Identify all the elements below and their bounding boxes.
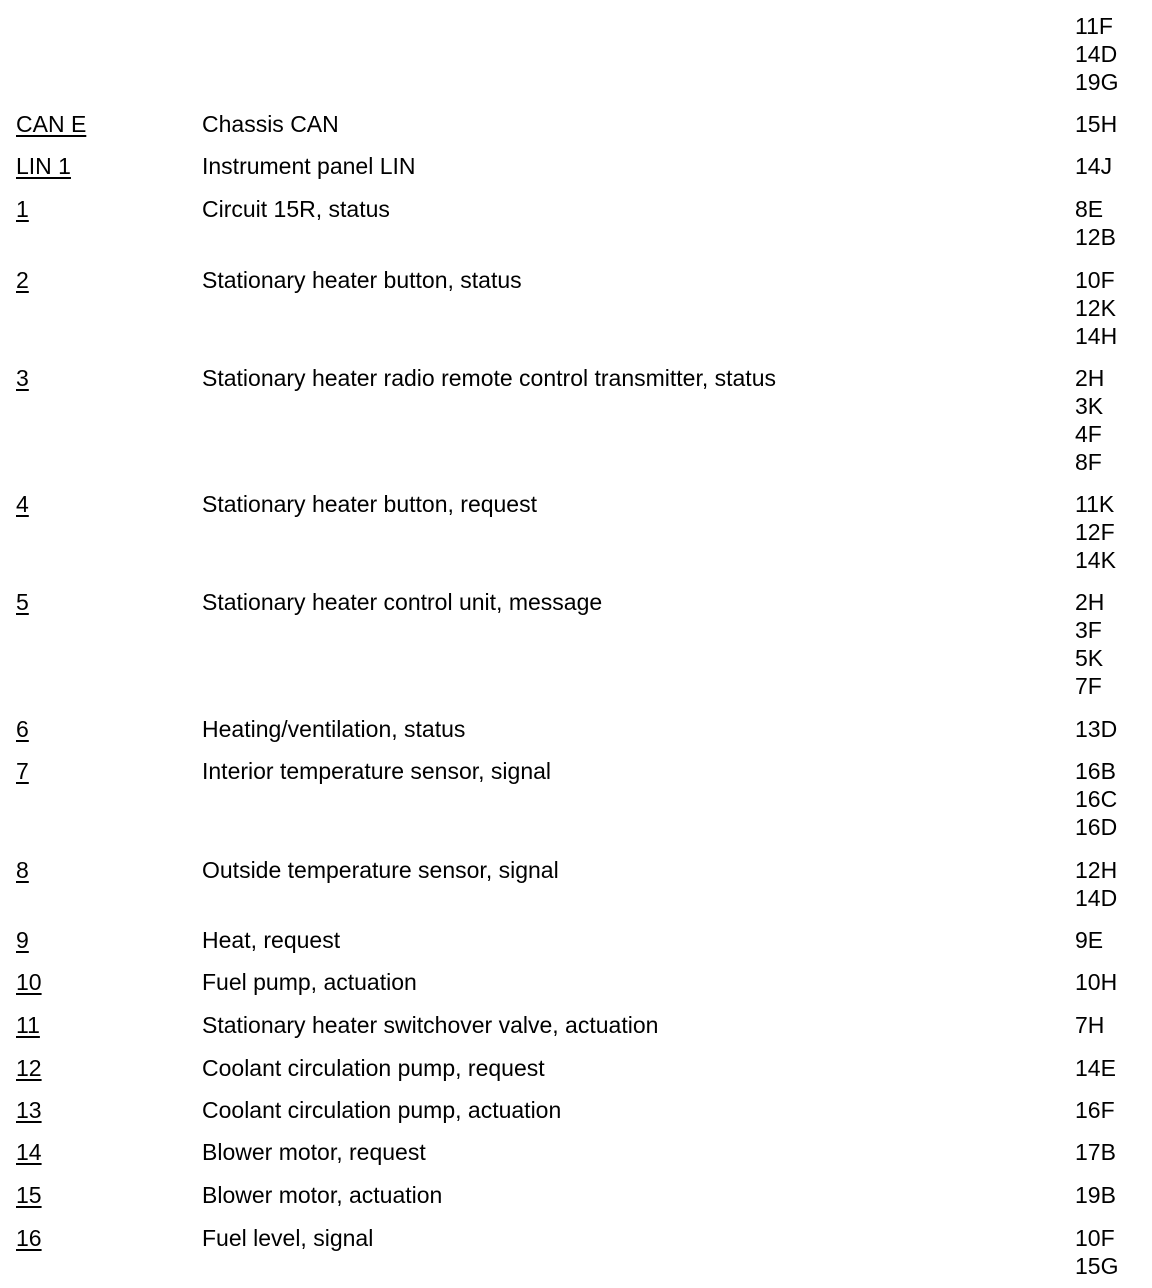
grid-reference: 16F [1075,1097,1115,1123]
grid-reference: 2H [1075,365,1105,391]
grid-reference-list [1075,1138,1116,1166]
signal-description: Heating/ventilation, status [202,716,466,742]
grid-reference: 3F [1075,617,1102,643]
grid-reference-list [1075,715,1117,743]
signal-description: Stationary heater switchover valve, actuation [202,1012,659,1038]
grid-reference: 11K [1075,491,1115,517]
grid-reference-list [1075,195,1116,251]
grid-reference: 12B [1075,224,1116,250]
grid-reference: 4F [1075,421,1102,447]
signal-code-link[interactable]: CAN E [16,111,87,137]
signal-description: Chassis CAN [202,111,339,137]
signal-description: Blower motor, request [202,1139,426,1165]
signal-code-link[interactable]: 9 [16,927,29,953]
grid-reference-list [1075,757,1117,841]
signal-description: Instrument panel LIN [202,153,416,179]
grid-reference-list [1075,1224,1118,1280]
signal-description: Coolant circulation pump, actuation [202,1097,562,1123]
signal-description: Stationary heater control unit, message [202,589,603,615]
signal-code-link[interactable]: 14 [16,1139,42,1165]
signal-code-link[interactable]: 13 [16,1097,42,1123]
signal-description: Interior temperature sensor, signal [202,758,552,784]
grid-reference-list [1075,1054,1116,1082]
grid-reference: 19G [1075,69,1119,95]
grid-reference: 12F [1075,519,1115,545]
grid-reference: 14D [1075,885,1118,911]
grid-reference: 7H [1075,1012,1105,1038]
grid-reference: 17B [1075,1139,1116,1165]
grid-reference: 14H [1075,323,1118,349]
grid-reference: 10F [1075,1225,1115,1251]
grid-reference: 9E [1075,927,1104,953]
signal-code-link[interactable]: 15 [16,1182,42,1208]
grid-reference-list [1075,364,1104,476]
grid-reference: 14E [1075,1055,1116,1081]
signal-description: Blower motor, actuation [202,1182,443,1208]
grid-reference: 7F [1075,673,1102,699]
signal-description: Stationary heater button, status [202,267,522,293]
signal-code-link[interactable]: 16 [16,1225,42,1251]
grid-reference: 2H [1075,589,1105,615]
grid-reference: 8E [1075,196,1104,222]
grid-reference-list [1075,266,1117,350]
signal-code-link[interactable]: 10 [16,969,42,995]
grid-reference: 15G [1075,1253,1119,1279]
grid-reference-list [1075,110,1117,138]
grid-reference: 5K [1075,645,1104,671]
signal-code-link[interactable]: LIN 1 [16,153,71,179]
grid-reference-list [1075,1096,1115,1124]
grid-reference: 10H [1075,969,1118,995]
grid-reference-list [1075,588,1104,700]
grid-reference: 3K [1075,393,1104,419]
grid-reference: 8F [1075,449,1102,475]
signal-code-link[interactable]: 6 [16,716,29,742]
signal-description: Outside temperature sensor, signal [202,857,559,883]
signal-description: Circuit 15R, status [202,196,390,222]
grid-reference: 14D [1075,41,1118,67]
grid-reference-list [1075,926,1103,954]
grid-reference-list [1075,1181,1116,1209]
signal-description: Heat, request [202,927,341,953]
grid-reference-list [1075,490,1116,574]
grid-reference: 11F [1075,13,1113,39]
signal-description: Coolant circulation pump, request [202,1055,545,1081]
grid-reference: 19B [1075,1182,1116,1208]
grid-reference-list [1075,1011,1104,1039]
signal-code-link[interactable]: 1 [16,196,29,222]
signal-code-link[interactable]: 12 [16,1055,42,1081]
signal-code-link[interactable]: 2 [16,267,29,293]
grid-reference: 12K [1075,295,1116,321]
grid-reference: 16D [1075,814,1118,840]
signal-description: Stationary heater button, request [202,491,537,517]
grid-reference-list [1075,968,1117,996]
grid-reference: 12H [1075,857,1118,883]
grid-reference: 15H [1075,111,1118,137]
grid-reference: 14J [1075,153,1113,179]
signal-code-link[interactable]: 4 [16,491,29,517]
signal-description: Fuel pump, actuation [202,969,417,995]
signal-code-link[interactable]: 3 [16,365,29,391]
grid-reference-list [1075,152,1112,180]
grid-reference-list [1075,12,1118,96]
signal-code-link[interactable]: 8 [16,857,29,883]
grid-reference: 13D [1075,716,1118,742]
grid-reference-list [1075,856,1117,912]
grid-reference: 10F [1075,267,1115,293]
signal-code-link[interactable]: 5 [16,589,29,615]
signal-code-link[interactable]: 7 [16,758,29,784]
signal-code-link[interactable]: 11 [16,1012,40,1038]
grid-reference: 16B [1075,758,1116,784]
grid-reference: 16C [1075,786,1118,812]
signal-description: Stationary heater radio remote control transmitter, status [202,365,776,391]
grid-reference: 14K [1075,547,1116,573]
signal-description: Fuel level, signal [202,1225,374,1251]
